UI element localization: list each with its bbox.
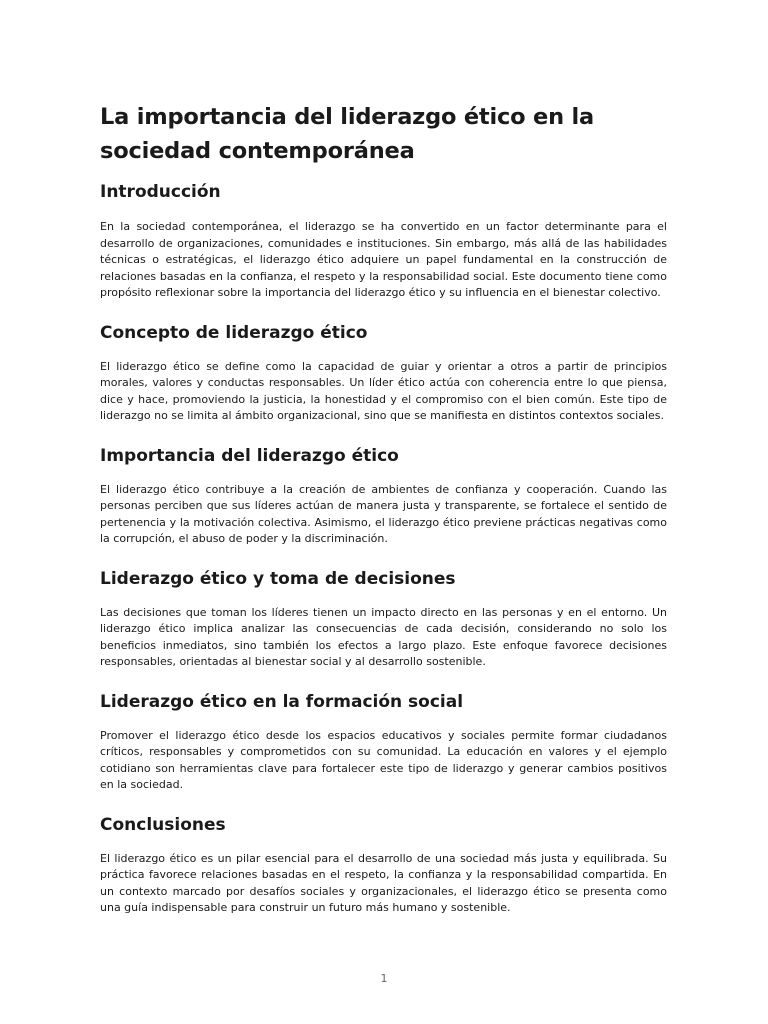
section-body-introduccion: En la sociedad contemporánea, el liderazgo se ha convertido en un factor determinante para el desarrollo de organizaciones, comunidades e instituciones. Sin embargo, más allá de las habilidades técnicas o estratégicas, el liderazgo ético adquiere un papel fundamental en la construcción de relaciones basadas en la confianza, el respeto y la responsabilidad social. Este documento tiene como propósito reflexionar sobre la importancia del liderazgo ético y su influencia en el bienestar colectivo. [100,220,667,299]
document-page [100,100,667,917]
section-heading-concepto: Concepto de liderazgo ético [100,322,368,343]
section-heading-decisiones: Liderazgo ético y toma de decisiones [100,568,456,589]
document-title: La importancia del liderazgo ético en la sociedad contemporánea [100,104,595,164]
section-heading-introduccion: Introducción [100,182,221,202]
page-number: 1 [380,972,388,985]
section-body-formacion-social: Promover el liderazgo ético desde los espacios educativos y sociales permite formar ciudadanos críticos, responsables y comprometidos con su comunidad. La educación en valores y el ejemplo cotidiano son herramientas clave para fortalecer este tipo de liderazgo y generar cambios positivos en la sociedad. [100,728,667,791]
section-heading-conclusiones: Conclusiones [100,814,226,835]
section-body-conclusiones: El liderazgo ético es un pilar esencial para el desarrollo de una sociedad más justa y equilibrada. Su práctica favorece relaciones basadas en el respeto, la confianza y la responsabilidad compartida. En un contexto marcado por desafíos sociales y organizacionales, el liderazgo ético se presenta como una guía indispensable para construir un futuro más humano y sostenible. [100,851,667,914]
section-body-concepto: El liderazgo ético se define como la capacidad de guiar y orientar a otros a partir de principios morales, valores y conductas responsables. Un líder ético actúa con coherencia entre lo que piensa, dice y hace, promoviendo la justicia, la honestidad y el compromiso con el bien común. Este tipo de liderazgo no se limita al ámbito organizacional, sino que se manifiesta en distintos contextos sociales. [100,359,667,422]
section-heading-importancia: Importancia del liderazgo ético [100,445,399,466]
section-body-decisiones: Las decisiones que toman los líderes tienen un impacto directo en las personas y en el entorno. Un liderazgo ético implica analizar las consecuencias de cada decisión, considerando no solo los beneficios inmediatos, sino también los efectos a largo plazo. Este enfoque favorece decisiones responsables, orientadas al bienestar social y al desarrollo sostenible. [100,605,667,668]
section-body-importancia: El liderazgo ético contribuye a la creación de ambientes de confianza y cooperación. Cuando las personas perciben que sus líderes actúan de manera justa y transparente, se fortalece el sentido de pertenencia y la motivación colectiva. Asimismo, el liderazgo ético previene prácticas negativas como la corrupción, el abuso de poder y la discriminación. [100,482,667,545]
section-heading-formacion-social: Liderazgo ético en la formación social [100,691,464,712]
